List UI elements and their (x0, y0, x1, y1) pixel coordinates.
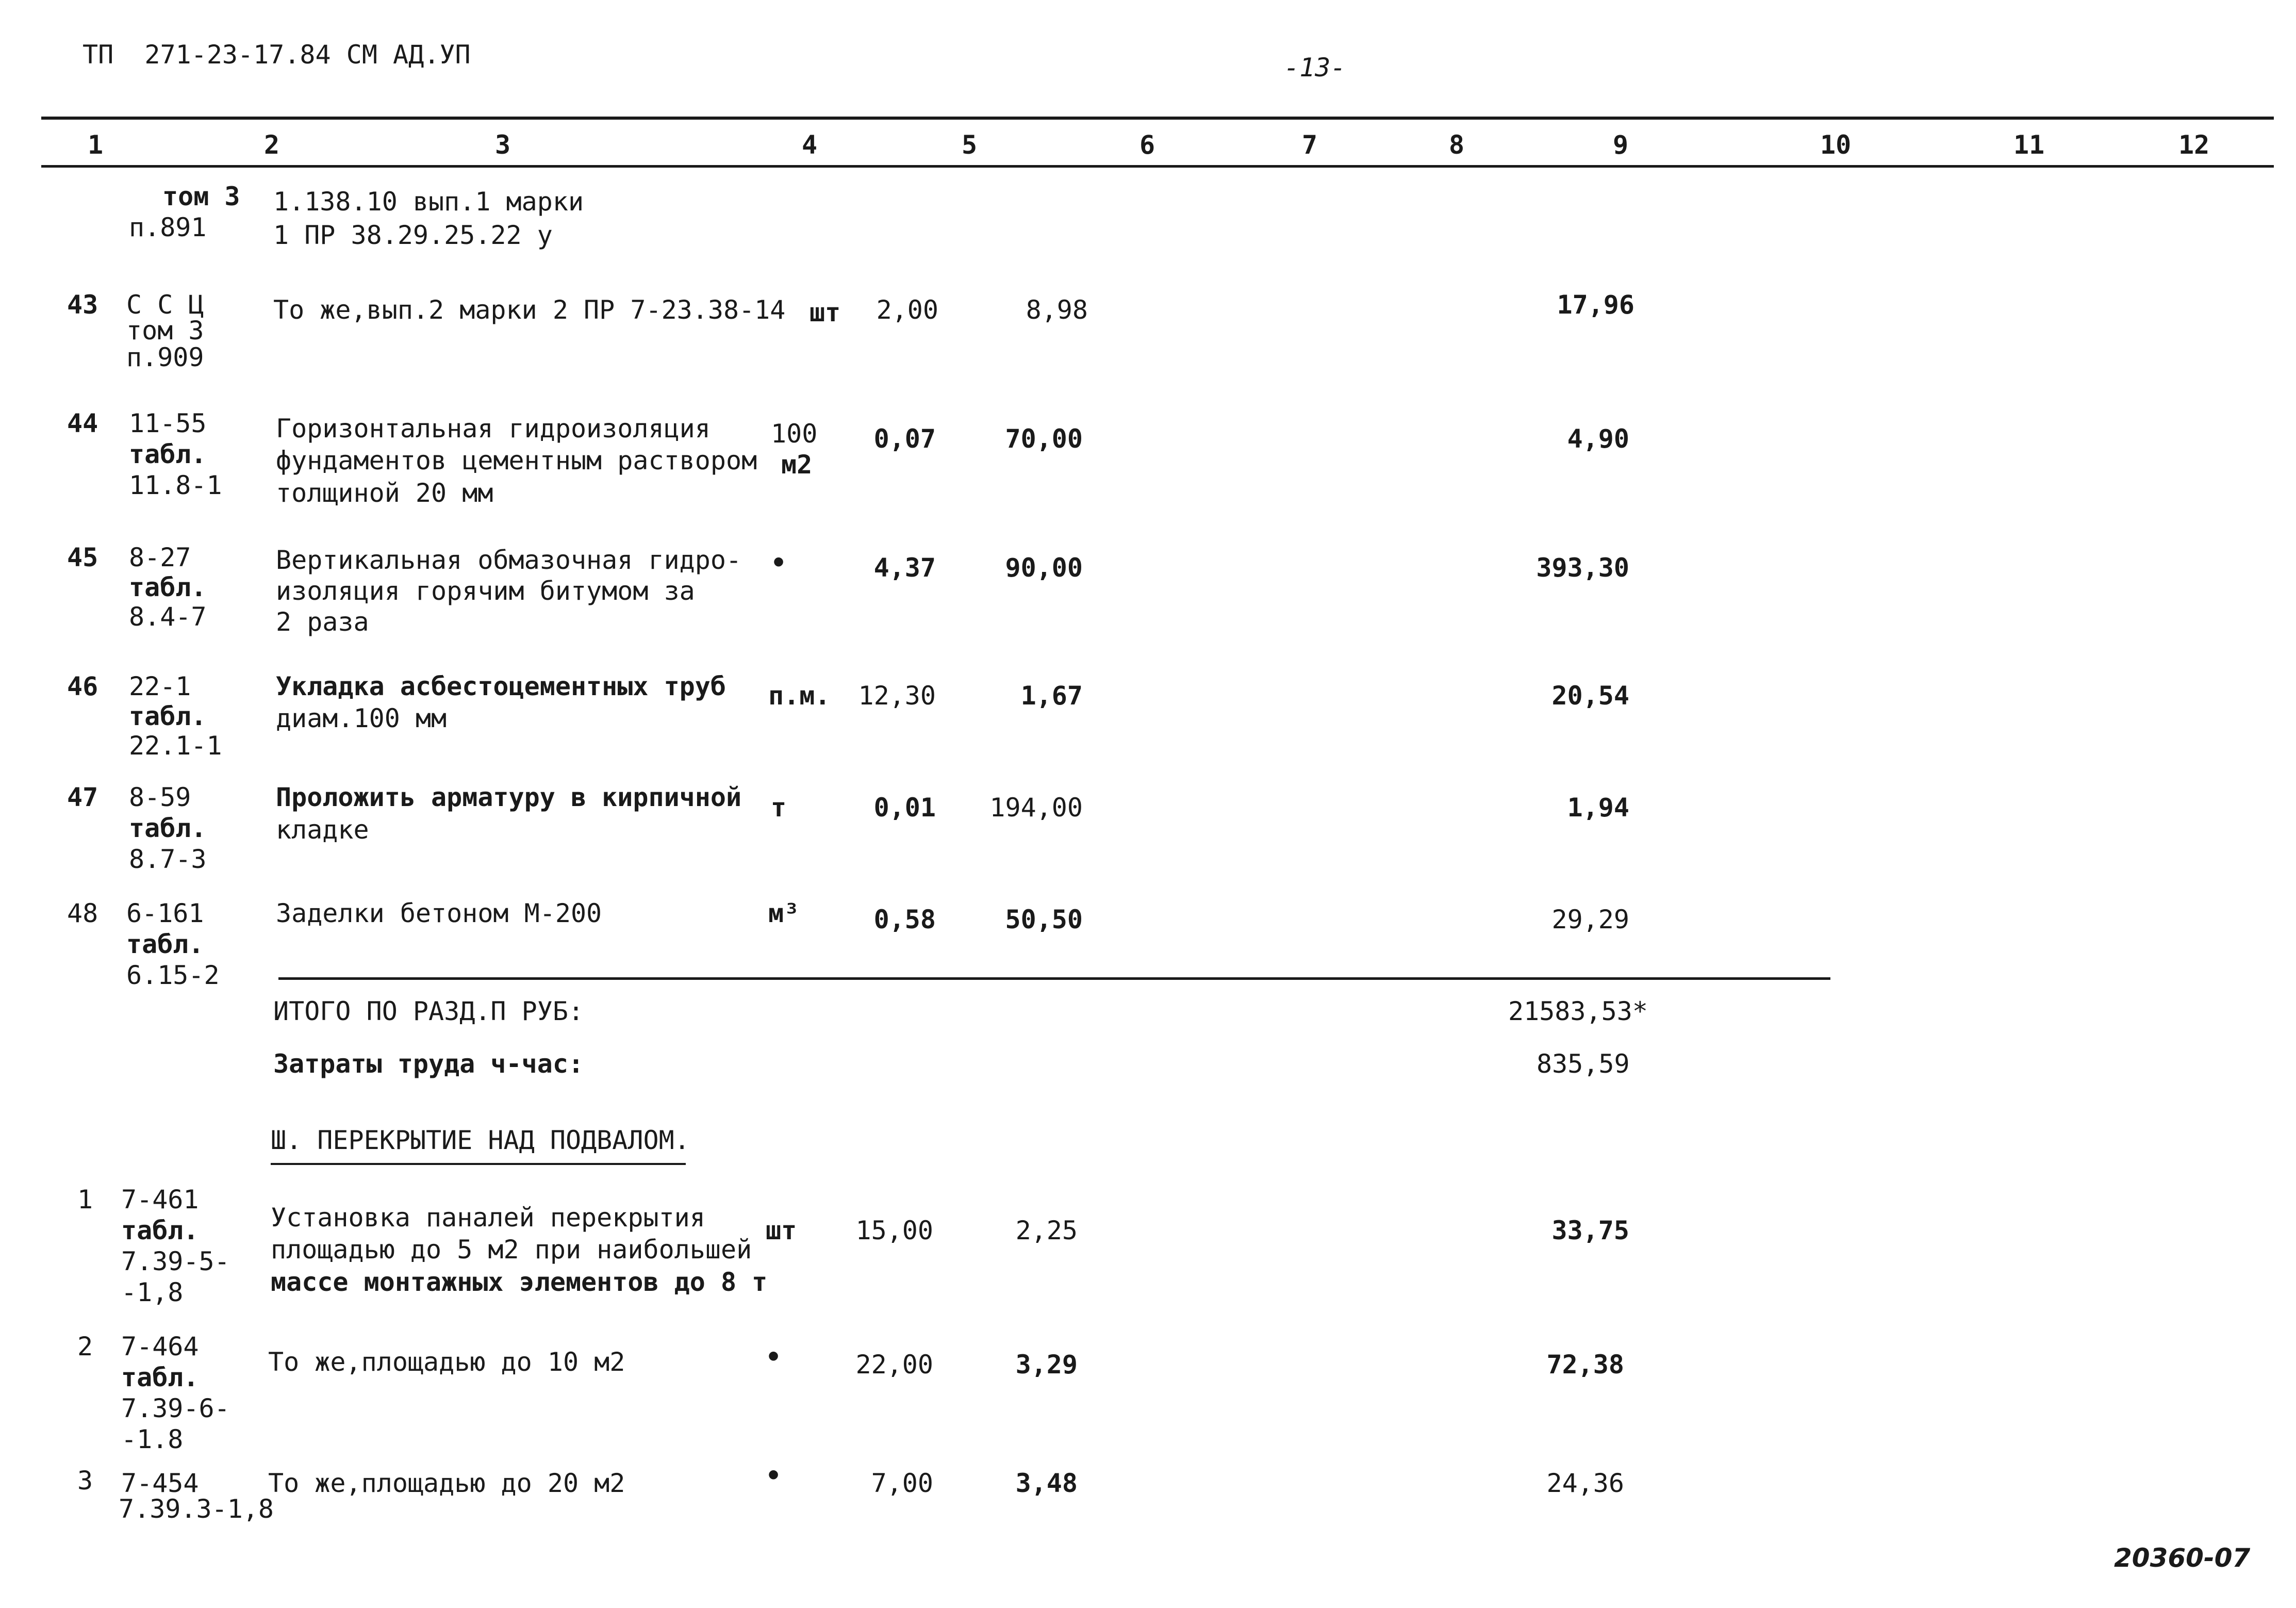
labor-label: Затраты труда ч-час: (273, 1049, 584, 1079)
row-code: 6.15-2 (126, 960, 220, 990)
row-unit: • (766, 1342, 782, 1372)
row-code: 8.4-7 (129, 602, 207, 632)
row-price: 70,00 (1005, 424, 1083, 454)
section-title-underline (271, 1163, 686, 1165)
row-code: 7.39-6- (121, 1393, 230, 1423)
row-total: 1,94 (1567, 793, 1629, 823)
row-quantity: 2,00 (876, 295, 938, 325)
header-bottom-rule (41, 165, 2274, 168)
row-description: кладке (276, 815, 369, 845)
row-total: 33,75 (1551, 1216, 1629, 1245)
row-description: изоляция горячим битумом за (276, 576, 695, 606)
row-total: 4,90 (1567, 424, 1629, 454)
row-number: 2 (77, 1332, 93, 1361)
row-price: 50,50 (1005, 905, 1083, 934)
row-quantity: 0,07 (873, 424, 936, 454)
row-number: 44 (67, 408, 98, 438)
row-total: 72,38 (1546, 1350, 1624, 1380)
row-code: п.891 (129, 212, 207, 242)
row-description: 1 ПР 38.29.25.22 у (273, 220, 553, 250)
itogo-value: 21583,53* (1508, 996, 1648, 1026)
row-description: То же,площадью до 20 м2 (268, 1468, 625, 1498)
row-unit: м2 (781, 450, 813, 480)
footer-stamp: 20360-07 (2114, 1543, 2251, 1573)
row-unit: • (771, 548, 787, 578)
row-number: 1 (77, 1185, 93, 1215)
row-code: -1.8 (121, 1424, 184, 1454)
row-price: 1,67 (1020, 681, 1083, 711)
row-total: 393,30 (1536, 553, 1629, 583)
column-header: 11 (2013, 130, 2045, 160)
row-total: 29,29 (1551, 905, 1629, 934)
row-quantity: 15,00 (855, 1216, 933, 1245)
subtotal-rule (278, 977, 1830, 980)
row-description: Проложить арматуру в кирпичной (276, 782, 742, 812)
document-code: ТП 271-23-17.84 СМ АД.УП (82, 40, 471, 70)
row-price: 90,00 (1005, 553, 1083, 583)
row-number: 3 (77, 1466, 93, 1496)
row-number: 45 (67, 543, 98, 572)
row-total: 20,54 (1551, 681, 1629, 711)
row-number: 47 (67, 782, 98, 812)
column-header: 9 (1613, 130, 1629, 160)
row-code: том 3 (162, 182, 240, 211)
row-code: табл. (129, 813, 207, 843)
row-quantity: 7,00 (871, 1468, 933, 1498)
row-quantity: 22,00 (855, 1350, 933, 1380)
column-header: 3 (495, 130, 511, 160)
row-code: 7-461 (121, 1185, 199, 1215)
row-code: 8-59 (129, 782, 191, 812)
row-unit: т (771, 793, 787, 823)
section-title: Ш. ПЕРЕКРЫТИЕ НАД ПОДВАЛОМ. (271, 1125, 690, 1155)
row-price: 3,29 (1015, 1350, 1078, 1380)
column-header: 2 (264, 130, 280, 160)
row-unit: п.м. (768, 681, 831, 711)
row-price: 194,00 (989, 793, 1083, 823)
row-unit: шт (810, 298, 841, 327)
row-code: табл. (121, 1216, 199, 1245)
row-code: 22-1 (129, 671, 191, 701)
row-code: табл. (126, 929, 204, 959)
row-code: табл. (129, 701, 207, 731)
header-top-rule (41, 117, 2274, 120)
column-header: 1 (88, 130, 104, 160)
row-description: толщиной 20 мм (276, 478, 493, 508)
row-quantity: 0,58 (873, 905, 936, 934)
row-code: том 3 (126, 316, 204, 346)
row-code: 11.8-1 (129, 470, 222, 500)
row-unit: м³ (768, 898, 800, 928)
column-header: 12 (2178, 130, 2210, 160)
row-unit: 100 (771, 419, 818, 449)
row-code: 7-454 (121, 1468, 199, 1498)
row-description: Установка паналей перекрытия (271, 1203, 705, 1233)
itogo-label: ИТОГО ПО РАЗД.П РУБ: (273, 996, 584, 1026)
row-code: 22.1-1 (129, 731, 222, 761)
row-code: 11-55 (129, 408, 207, 438)
row-description: площадью до 5 м2 при наибольшей (271, 1235, 752, 1265)
row-code: 7.39-5- (121, 1246, 230, 1276)
row-description: Вертикальная обмазочная гидро- (276, 545, 742, 575)
column-header: 5 (962, 130, 978, 160)
row-code: -1,8 (121, 1277, 184, 1307)
row-description: диам.100 мм (276, 703, 447, 733)
column-header: 8 (1449, 130, 1465, 160)
row-code: табл. (129, 572, 207, 602)
column-header: 4 (802, 130, 818, 160)
row-description: Горизонтальная гидроизоляция (276, 414, 711, 444)
column-header: 10 (1820, 130, 1852, 160)
row-quantity: 4,37 (873, 553, 936, 583)
row-code: 8.7-3 (129, 844, 207, 874)
row-description: Заделки бетоном М-200 (276, 898, 602, 928)
row-description: 1.138.10 вып.1 марки (273, 187, 584, 217)
row-description: То же,вып.2 марки 2 ПР 7-23.38-14 (273, 295, 786, 325)
row-code: п.909 (126, 342, 204, 372)
row-description: Укладка асбестоцементных труб (276, 671, 726, 701)
row-description: 2 раза (276, 607, 369, 637)
row-number: 46 (67, 671, 98, 701)
row-total: 17,96 (1557, 290, 1634, 320)
row-unit: • (766, 1461, 782, 1490)
row-total: 24,36 (1546, 1468, 1624, 1498)
row-price: 2,25 (1015, 1216, 1078, 1245)
row-code: табл. (129, 439, 207, 469)
row-code: 7.39.3-1,8 (119, 1494, 274, 1524)
page-number: -13- (1284, 53, 1346, 83)
row-code: 7-464 (121, 1332, 199, 1361)
row-code: 8-27 (129, 543, 191, 572)
row-quantity: 12,30 (858, 681, 936, 711)
row-description: То же,площадью до 10 м2 (268, 1347, 625, 1377)
labor-value: 835,59 (1537, 1049, 1630, 1079)
row-price: 8,98 (1026, 295, 1088, 325)
row-number: 43 (67, 290, 98, 320)
row-quantity: 0,01 (873, 793, 936, 823)
row-code: 6-161 (126, 898, 204, 928)
row-price: 3,48 (1015, 1468, 1078, 1498)
row-description: фундаментов цементным раствором (276, 446, 757, 475)
column-header: 6 (1139, 130, 1155, 160)
row-unit: шт (766, 1216, 797, 1245)
column-header: 7 (1302, 130, 1318, 160)
row-code: табл. (121, 1363, 199, 1392)
row-code: С С Ц (126, 290, 204, 320)
row-number: 48 (67, 898, 98, 928)
row-description: массе монтажных элементов до 8 т (271, 1267, 768, 1297)
